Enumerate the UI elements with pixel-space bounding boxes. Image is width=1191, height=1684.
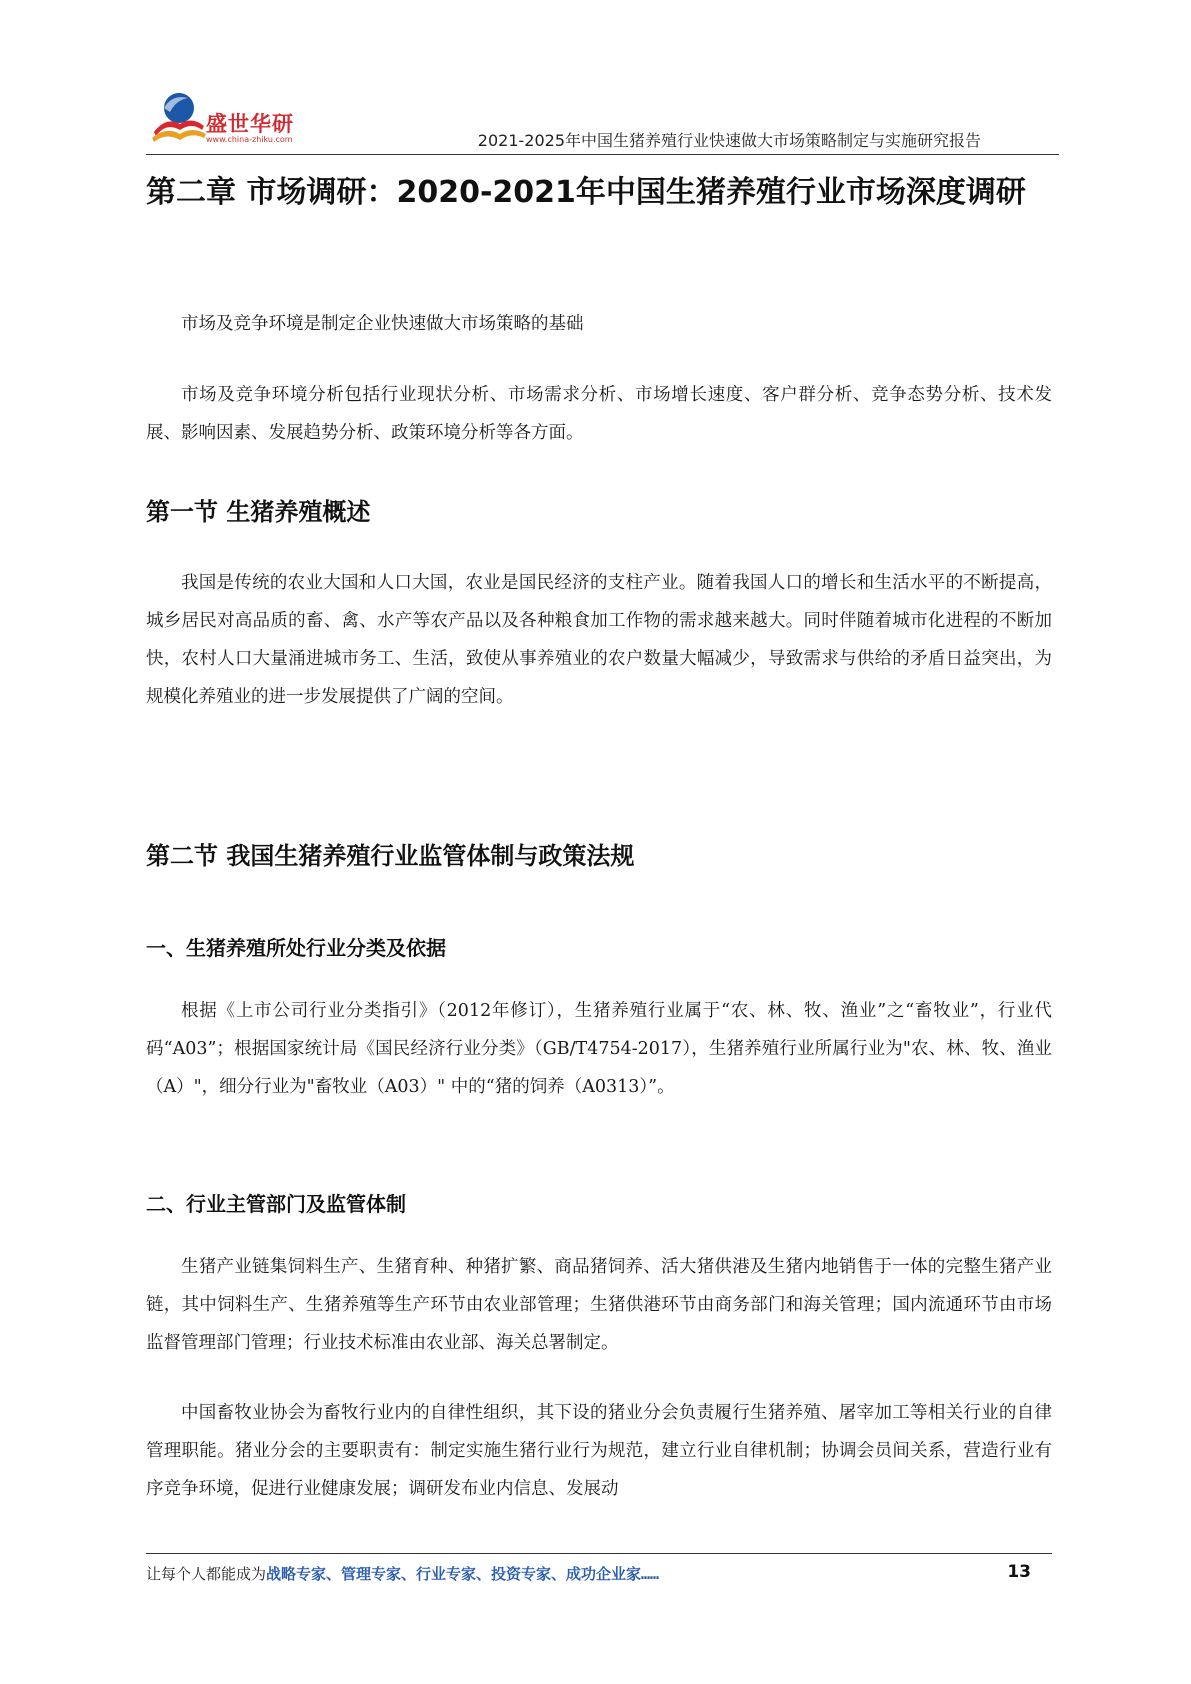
- footer-divider: [146, 1553, 1052, 1554]
- subsection-1-title: 一、生猪养殖所处行业分类及依据: [146, 936, 446, 960]
- footer-slogan: [146, 1563, 659, 1584]
- section-2-title: 第二节 我国生猪养殖行业监管体制与政策法规: [146, 842, 635, 870]
- intro-paragraph-1: 市场及竞争环境是制定企业快速做大市场策略的基础: [181, 314, 584, 334]
- subsection-2-paragraph-2: 中国畜牧业协会为畜牧行业内的自律性组织，其下设的猪业分会负责履行生猪养殖、屠宰加工等相关行业的自律管理职能。猪业分会的主要职责有：制定实施生猪行业行为规范，建立行业自律机制；协调会员间关系，营造行业有序竞争环境，促进行业健康发展；调研发布业内信息、发展动: [146, 1403, 1052, 1499]
- subsection-2-paragraph-1: 生猪产业链集饲料生产、生猪育种、种猪扩繁、商品猪饲养、活大猪供港及生猪内地销售于一体的完整生猪产业链，其中饲料生产、生猪养殖等生产环节由农业部管理；生猪供港环节由商务部门和海关管理；国内流通环节由市场监督管理部门管理；行业技术标准由农业部、海关总署制定。: [146, 1257, 1052, 1353]
- logo-url: www.china-zhiku.com: [206, 135, 293, 144]
- subsection-2-title: 二、行业主管部门及监管体制: [146, 1192, 406, 1216]
- slogan-prefix: 让每个人都能成为: [146, 1565, 267, 1583]
- report-title: 2021-2025年中国生猪养殖行业快速做大市场策略制定与实施研究报告: [477, 131, 981, 150]
- section-1-title: 第一节 生猪养殖概述: [146, 498, 371, 526]
- company-logo: [146, 86, 316, 150]
- page-header: [146, 82, 1059, 157]
- subsection-1-paragraph: 根据《上市公司行业分类指引》（2012年修订），生猪养殖行业属于“农、林、牧、渔业”之“畜牧业”，行业代码“A03”；根据国家统计局《国民经济行业分类》（GB/T4754-2017），生猪养殖行业所属行业为"农、林、牧、渔业（A）"，细分行业为"畜牧业（A03）" 中的“猪的饲养（A0313）”。: [146, 1001, 1052, 1097]
- section-1-paragraph: 我国是传统的农业大国和人口大国，农业是国民经济的支柱产业。随着我国人口的增长和生活水平的不断提高，城乡居民对高品质的畜、禽、水产等农产品以及各种粮食加工作物的需求越来越大。同时伴随着城市化进程的不断加快，农村人口大量涌进城市务工、生活，致使从事养殖业的农户数量大幅减少，导致需求与供给的矛盾日益突出，为规模化养殖业的进一步发展提供了广阔的空间。: [146, 573, 1052, 707]
- page-number: 13: [1007, 1562, 1031, 1582]
- chapter-title: 第二章 市场调研：2020-2021年中国生猪养殖行业市场深度调研: [146, 175, 1026, 210]
- page-body: [146, 160, 1052, 1499]
- book-swirl-logo-icon: [146, 86, 208, 148]
- intro-paragraph-2: 市场及竞争环境分析包括行业现状分析、市场需求分析、市场增长速度、客户群分析、竞争态势分析、技术发展、影响因素、发展趋势分析、政策环境分析等各方面。: [146, 385, 1052, 443]
- header-divider: [146, 154, 1059, 155]
- logo-name: 盛世华研: [206, 112, 294, 136]
- slogan-highlight: 战略专家、管理专家、行业专家、投资专家、成功企业家……: [266, 1565, 660, 1583]
